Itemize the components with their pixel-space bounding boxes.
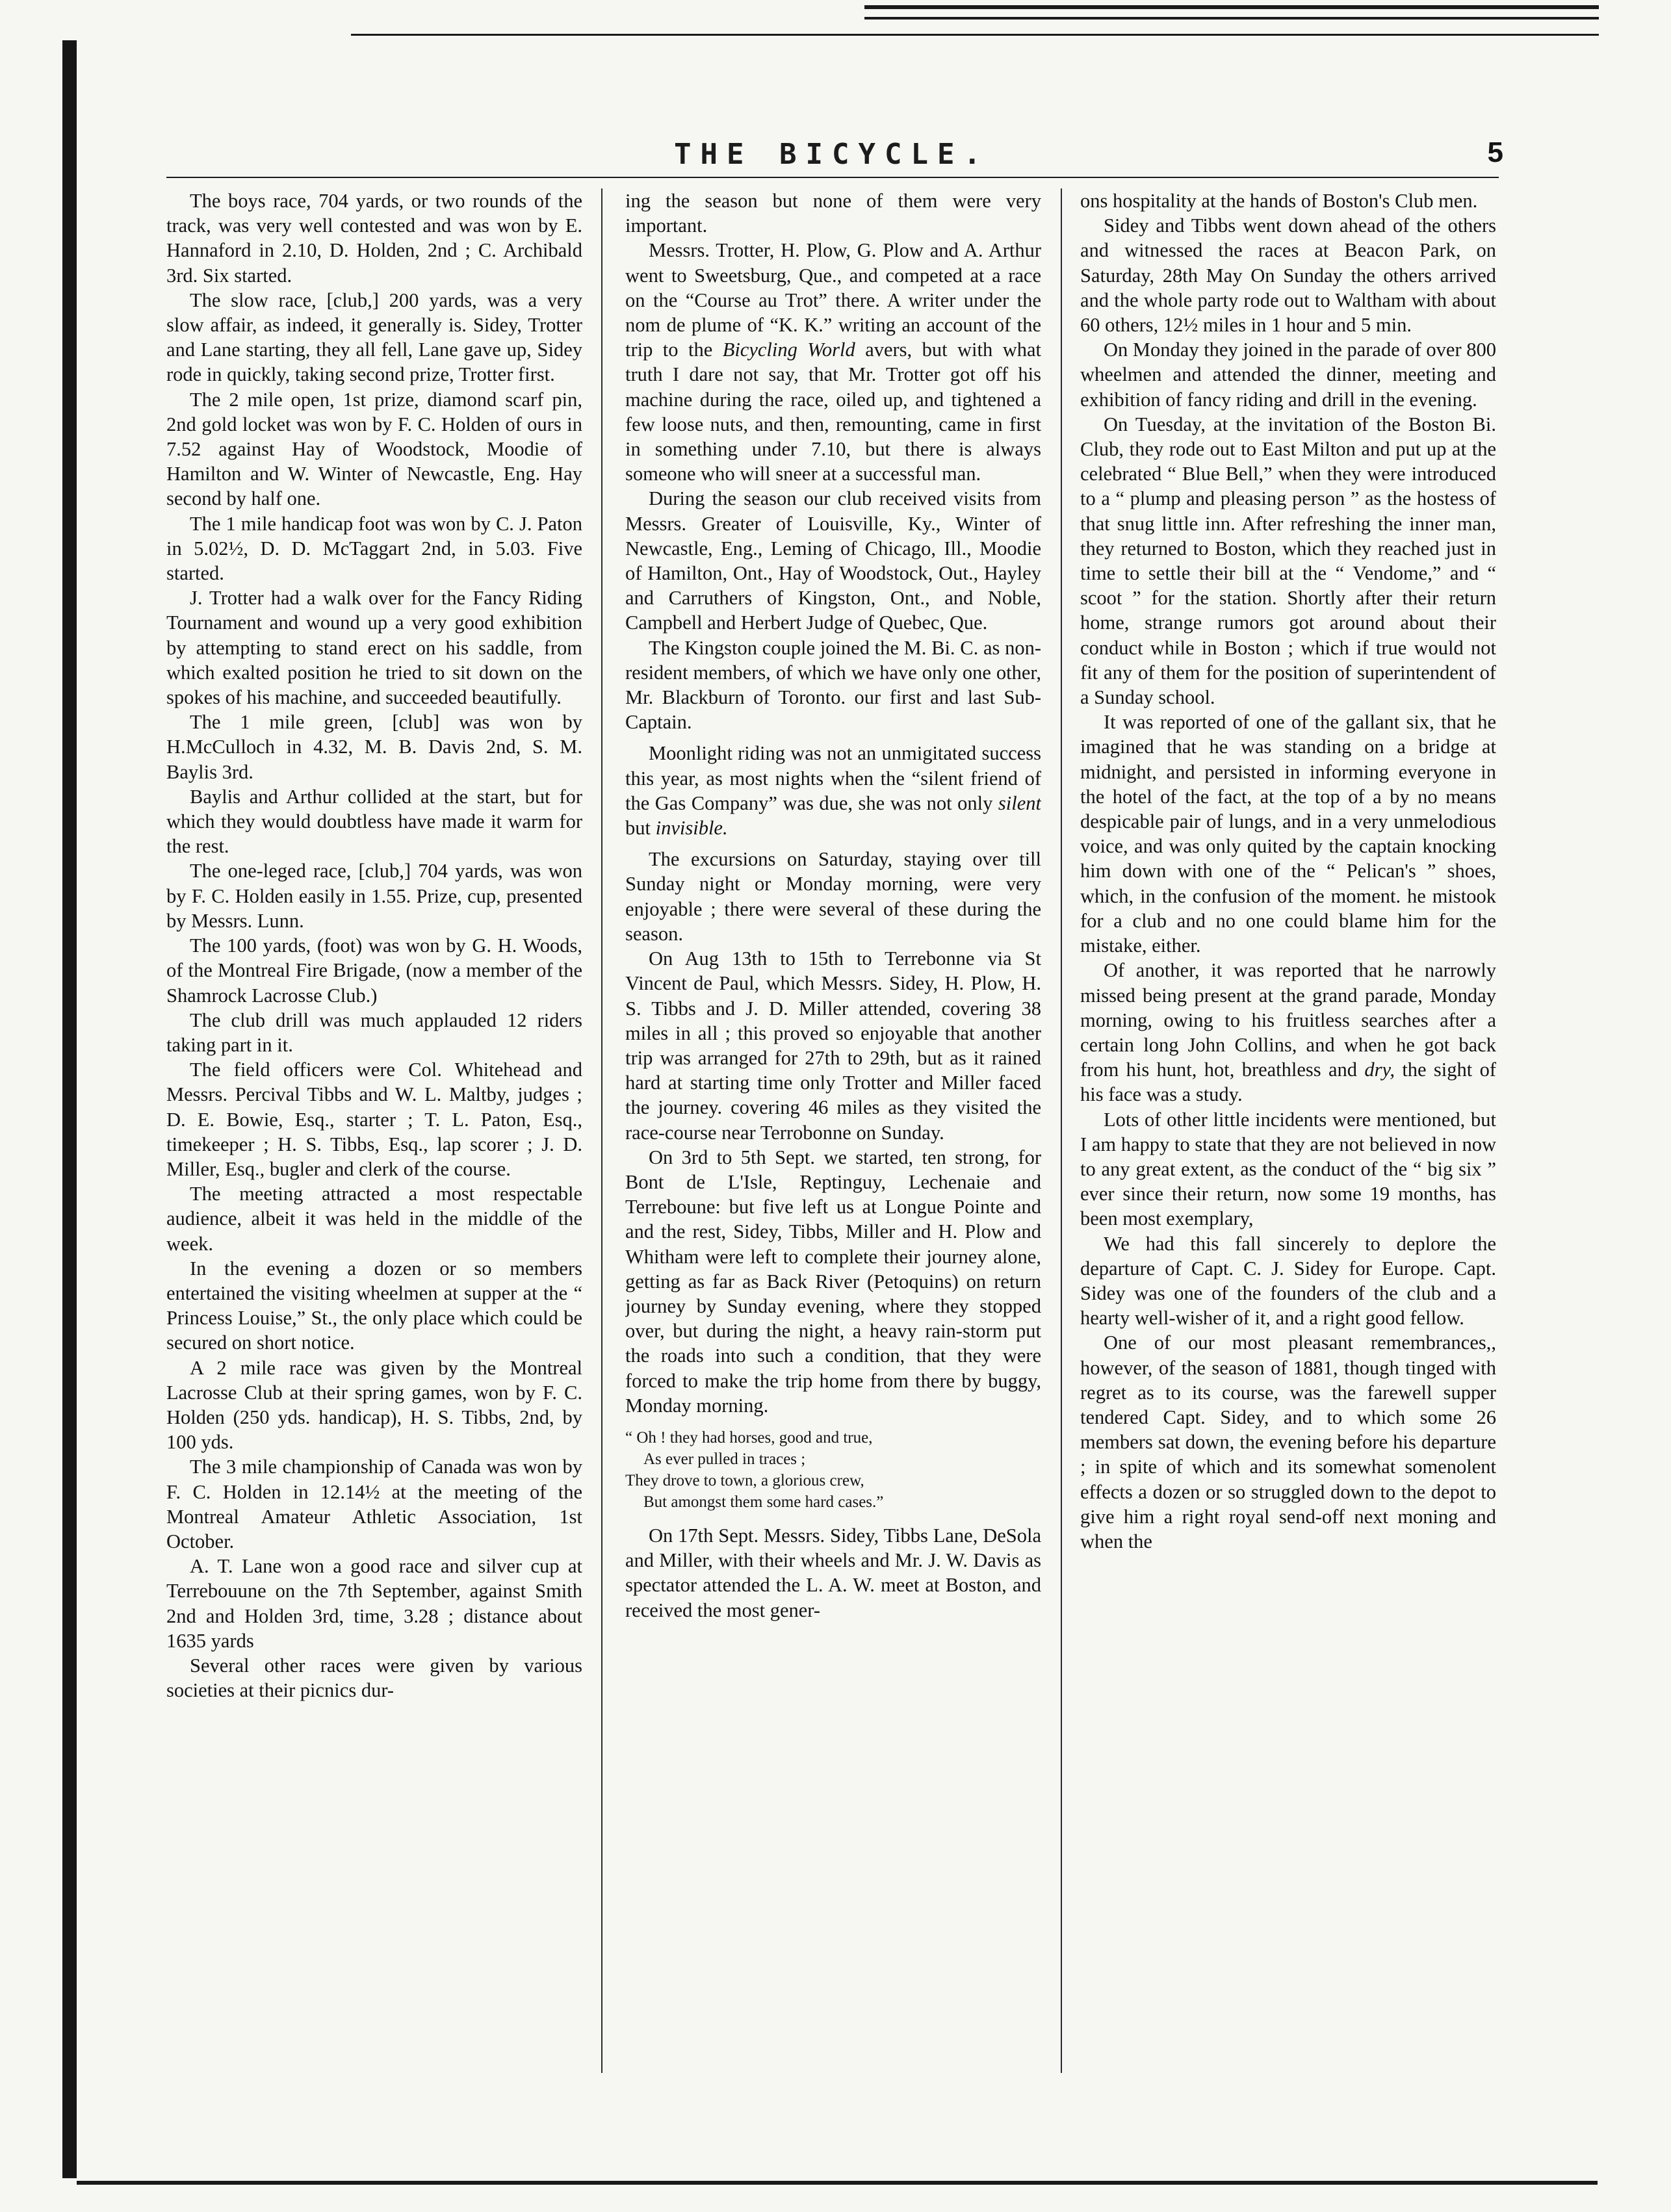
paragraph: Lots of other little incidents were mentioned, but I am happy to state that they are not believed in now to any great extent, as the conduct of the “ big six ” ever since their return, now some 19 months, has been most exemplary,: [1080, 1108, 1496, 1230]
paragraph: The 2 mile open, 1st prize, diamond scarf pin, 2nd gold locket was won by F. C. Holden of ours in 7.52 against Hay of Woodstock, Moodie of Hamilton and W. Winter of Newcastle, Eng. Hay second by half one.: [166, 388, 582, 510]
paragraph: On Aug 13th to 15th to Terrebonne via St Vincent de Paul, which Messrs. Sidey, H. Plow, H. S. Tibbs and J. D. Miller attended, covering 38 miles in all ; this proved so enjoyable that another trip was arranged for 27th to 29th, but as it rained hard at starting time only Trotter and Miller faced the journey. covering 46 miles as they visited the race-course near Terrobonne on Sunday.: [625, 947, 1041, 1144]
text-column-3: [1080, 188, 1496, 2073]
poem-line: But amongst them some hard cases.”: [643, 1493, 884, 1511]
paragraph: The 3 mile championship of Canada was won by F. C. Holden in 12.14½ at the meeting of the Montreal Amateur Athletic Association, 1st October.: [166, 1456, 582, 1552]
italic-title: Bicycling World: [722, 339, 855, 361]
paragraph: The excursions on Saturday, staying over till Sunday night or Monday morning, were very enjoyable ; there were several of these during the season.: [625, 848, 1041, 945]
column-divider-2: [1061, 188, 1062, 2073]
page-edge-bar: [62, 40, 77, 2178]
paragraph: On 17th Sept. Messrs. Sidey, Tibbs Lane, DeSola and Miller, with their wheels and Mr. J. W. Davis as spectator attended the L. A. W. meet at Boston, and received the most gener-: [625, 1524, 1041, 1621]
paragraph: A. T. Lane won a good race and silver cup at Terrebouune on the 7th September, against Smith 2nd and Holden 3rd, time, 3.28 ; distance about 1635 yards: [166, 1555, 582, 1652]
paragraph: The 1 mile green, [club] was won by H.McCulloch in 4.32, M. B. Davis 2nd, S. M. Baylis 3rd.: [166, 711, 582, 783]
top-rule-3: [864, 5, 1599, 9]
paragraph: The Kingston couple joined the M. Bi. C. as non-resident members, of which we have only one other, Mr. Blackburn of Toronto. our first and last Sub-Captain.: [625, 636, 1041, 734]
text-run: Messrs. Trotter, H. Plow, G. Plow and A. Arthur went to Sweetsburg, Que., and competed at a race on the “Course au Trot” there. A writer under the nom de plume of “K. K.” writing an account of the trip to the: [625, 239, 1041, 361]
italic-word: dry,: [1364, 1059, 1395, 1081]
paragraph: We had this fall sincerely to deplore the departure of Capt. C. J. Sidey for Europe. Capt. Sidey was one of the founders of the club and a hearty well-wisher of it, and a right good fellow.: [1080, 1232, 1496, 1330]
poem-line: They drove to town, a glorious crew,: [625, 1471, 864, 1489]
poem-line: “ Oh ! they had horses, good and true,: [625, 1428, 873, 1447]
paragraph: It was reported of one of the gallant six, that he imagined that he was standing on a bridge at midnight, and persisted in informing everyone in the hotel of the fact, at the top of a by no means despicable pair of lungs, and in a very unmelodious voice, and was only quited by the captain knocking him down with one of the “ Pelican's ” shoes, which, in the confusion of the moment. he mistook for a club and no one could blame him for the mistake, either.: [1080, 711, 1496, 957]
paragraph: A 2 mile race was given by the Montreal Lacrosse Club at their spring games, won by F. C. Holden (250 yds. handicap), H. S. Tibbs, 2nd, by 100 yds.: [166, 1356, 582, 1454]
paragraph: The 100 yards, (foot) was won by G. H. Woods, of the Montreal Fire Brigade, (now a member of the Shamrock Lacrosse Club.): [166, 934, 582, 1007]
paragraph: Baylis and Arthur collided at the start, but for which they would doubtless have made it warm for the rest.: [166, 785, 582, 858]
page-number: 5: [1487, 136, 1503, 168]
paragraph: On Monday they joined in the parade of over 800 wheelmen and attended the dinner, meeting and exhibition of fancy riding and drill in the evening.: [1080, 339, 1496, 411]
paragraph: The field officers were Col. Whitehead and Messrs. Percival Tibbs and W. L. Maltby, judges ; D. E. Bowie, Esq., starter ; T. L. Paton, Esq., timekeeper ; H. S. Tibbs, Esq., lap scorer ; J. D. Miller, Esq., bugler and clerk of the course.: [166, 1059, 582, 1180]
header-underline: [166, 177, 1499, 178]
paragraph: The slow race, [club,] 200 yards, was a very slow affair, as indeed, it generally is. Sidey, Trotter and Lane starting, they all fell, Lane gave up, Sidey rode in quickly, taking second prize, Trotter first.: [166, 289, 582, 386]
paragraph: [1080, 958, 1496, 1107]
paragraph: Several other races were given by various societies at their picnics dur-: [166, 1654, 582, 1702]
top-rule-2: [864, 17, 1599, 19]
bottom-rule: [77, 2181, 1598, 2185]
paragraph: The club drill was much applauded 12 riders taking part in it.: [166, 1009, 582, 1056]
paragraph: On 3rd to 5th Sept. we started, ten strong, for Bont de L'Isle, Reptinguy, Lechenaie and Terreboune: but five left us at Longue Pointe and and the rest, Sidey, Tibbs, Miller and H. Plow and Whitham were left to complete their journey alone, getting as far as Back River (Petoquins) on return journey by Sunday evening, where they stopped over, but during the night, a heavy rain-storm put the roads into such a condition, that they were forced to make the trip home from there by buggy, Monday morning.: [625, 1146, 1041, 1417]
paragraph: J. Trotter had a walk over for the Fancy Riding Tournament and wound up a very good exhibition by attempting to stand erect on his saddle, from which exalted position he tried to sit down on the spokes of his machine, and succeeded beautifully.: [166, 587, 582, 709]
paragraph: ons hospitality at the hands of Boston's Club men.: [1080, 190, 1478, 212]
paragraph: On Tuesday, at the invitation of the Boston Bi. Club, they rode out to East Milton and put up at the celebrated “ Blue Bell,” when they were introduced to a “ plump and pleasing person ” as the hostess of that snug little inn. After refreshing the inner man, they returned to Boston, which they reached just in time to settle their bill at the “ Vendome,” and “ scoot ” for the station. Shortly after their return home, strange rumors got around about their conduct while in Boston ; which if true would not fit any of them for the position of superintendent of a Sunday school.: [1080, 413, 1496, 709]
paragraph: [625, 741, 1041, 840]
paragraph: In the evening a dozen or so members entertained the visiting wheelmen at supper at the “ Princess Louise,” St., the only place which could be secured on short notice.: [166, 1257, 582, 1354]
text-run: avers, but with what truth I dare not say, that Mr. Trotter got off his machine during the race, oiled up, and tightened a few loose nuts, and then, remounting, came in first in something under 7.10, but there is always someone who will sneer at a successful man.: [625, 339, 1041, 485]
text-run: Moonlight riding was not an unmigitated success this year, as most nights when the “silent friend of the Gas Company” was due, she was not only: [625, 742, 1041, 814]
text-column-1: [166, 188, 582, 2073]
text-run: but: [625, 817, 656, 840]
text-run: the sight of his face was a study.: [1080, 1059, 1496, 1106]
paragraph: During the season our club received visits from Messrs. Greater of Louisville, Ky., Winter of Newcastle, Eng., Leming of Chicago, Ill., Moodie of Hamilton, Ont., Hay of Woodstock, Out., Hayley and Carruthers of Kingston, Ont., and Noble, Campbell and Herbert Judge of Quebec, Que.: [625, 487, 1041, 634]
italic-word: invisible.: [655, 817, 728, 840]
paragraph: The one-leged race, [club,] 704 yards, was won by F. C. Holden easily in 1.55. Prize, cup, presented by Messrs. Lunn.: [166, 860, 582, 932]
poem-line: As ever pulled in traces ;: [643, 1450, 806, 1468]
paragraph: The meeting attracted a most respectable audience, albeit it was held in the middle of the week.: [166, 1183, 582, 1255]
text-run: Of another, it was reported that he narrowly missed being present at the grand parade, Monday morning, owing to his fruitless searches after a certain long John Collins, and when he got back from his hunt, hot, breathless and: [1080, 959, 1496, 1081]
paragraph: One of our most pleasant remembrances,, however, of the season of 1881, though tinged with regret as to its course, was the farewell supper tendered Capt. Sidey, and to which some 26 members sat down, the evening before his departure ; in spite of which and its somewhat somenolent effects a dozen or so struggled down to the depot to give him a right royal send-off next moning and when the: [1080, 1331, 1496, 1552]
paragraph: [625, 238, 1041, 486]
paragraph: The boys race, 704 yards, or two rounds of the track, was very well contested and was won by E. Hannaford in 2.10, D. Holden, 2nd ; C. Archibald 3rd. Six started.: [166, 190, 582, 287]
page-header-title: THE BICYCLE.: [674, 138, 990, 171]
top-rule-1: [351, 34, 1599, 36]
column-divider-1: [601, 188, 602, 2073]
text-column-2: [625, 188, 1041, 2073]
poem-quote: [625, 1427, 1041, 1513]
paragraph: The 1 mile handicap foot was won by C. J. Paton in 5.02½, D. D. McTaggart 2nd, in 5.03. Five started.: [166, 512, 582, 585]
paragraph: ing the season but none of them were very important.: [625, 190, 1041, 237]
paragraph: Sidey and Tibbs went down ahead of the others and witnessed the races at Beacon Park, on Saturday, 28th May On Sunday the others arrived and the whole party rode out to Waltham with about 60 others, 12½ miles in 1 hour and 5 min.: [1080, 214, 1496, 337]
italic-word: silent: [998, 791, 1041, 814]
